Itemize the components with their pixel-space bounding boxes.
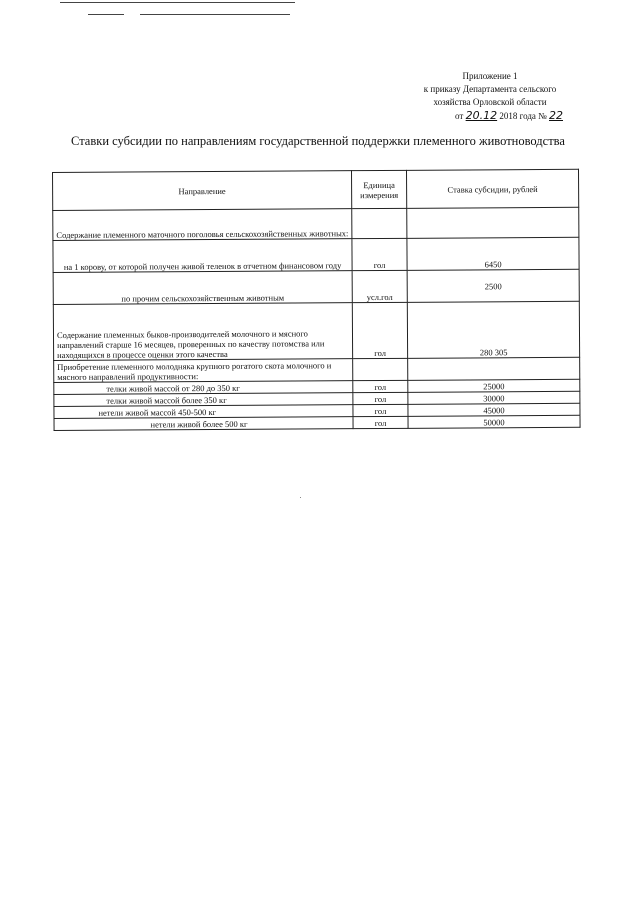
row-rate: 6450 — [407, 237, 579, 270]
date-line: от 20.12 2018 года № 22 — [455, 109, 563, 122]
row-rate: 25000 — [408, 379, 580, 392]
page-title: Ставки субсидии по направлениям государственной поддержки племенного животноводства — [71, 134, 565, 148]
row-name: Содержание племенных быков-производителей молочного и мясного направлений старше 16 месяцев, проверенных по качеству потомства или находящихся в процессе оценки этого качества — [53, 303, 352, 361]
handwritten-number: 22 — [549, 109, 563, 122]
section-title: Приобретение племенного молодняка крупного рогатого скота молочного и мясного направлений продуктивности: — [54, 359, 353, 383]
row-name: нетели живой массой 450-500 кг — [54, 405, 353, 419]
row-unit: гол — [353, 404, 408, 416]
subsidy-rates-table — [52, 169, 581, 431]
handwritten-date: 20.12 — [465, 109, 498, 122]
row-unit: усл.гол — [352, 270, 407, 302]
section-title: Содержание племенного маточного поголовья сельскохозяйственных животных: — [53, 209, 352, 241]
scan-artifact-line — [140, 14, 290, 15]
table-row — [53, 269, 579, 304]
table-header-row — [53, 169, 579, 210]
department-line: хозяйства Орловской области — [433, 97, 547, 107]
row-name: нетели живой более 500 кг — [54, 417, 353, 431]
section-row — [53, 207, 579, 240]
row-unit: гол — [353, 380, 408, 392]
row-name: на 1 корову, от которой получен живой теленок в отчетном финансовом году — [53, 239, 352, 273]
row-name: телки живой массой более 350 кг — [54, 393, 353, 407]
header-direction: Направление — [53, 171, 352, 211]
row-rate: 30000 — [408, 391, 580, 404]
row-unit: гол — [352, 238, 407, 270]
row-unit: гол — [352, 302, 407, 358]
table-row — [53, 301, 579, 360]
row-name: телки живой массой от 280 до 350 кг — [54, 381, 353, 395]
row-rate: 50000 — [408, 415, 580, 428]
row-name: по прочим сельскохозяйственным животным — [53, 271, 352, 305]
table-row — [53, 237, 579, 272]
row-rate: 2500 — [407, 269, 579, 302]
scan-artifact-line — [88, 14, 124, 15]
appendix-header — [395, 70, 585, 123]
order-line: к приказу Департамента сельского — [423, 84, 557, 94]
section-row — [54, 357, 580, 382]
header-rate: Ставка субсидии, рублей — [406, 169, 578, 208]
row-unit: гол — [353, 392, 408, 404]
scan-speck — [300, 497, 301, 498]
row-rate: 280 305 — [407, 301, 579, 358]
scan-artifact-line — [60, 2, 295, 3]
row-unit: гол — [353, 416, 408, 428]
appendix-label: Приложение 1 — [462, 71, 518, 81]
row-rate: 45000 — [408, 403, 580, 416]
header-unit: Единица измерения — [351, 170, 406, 208]
table-row — [54, 415, 580, 430]
